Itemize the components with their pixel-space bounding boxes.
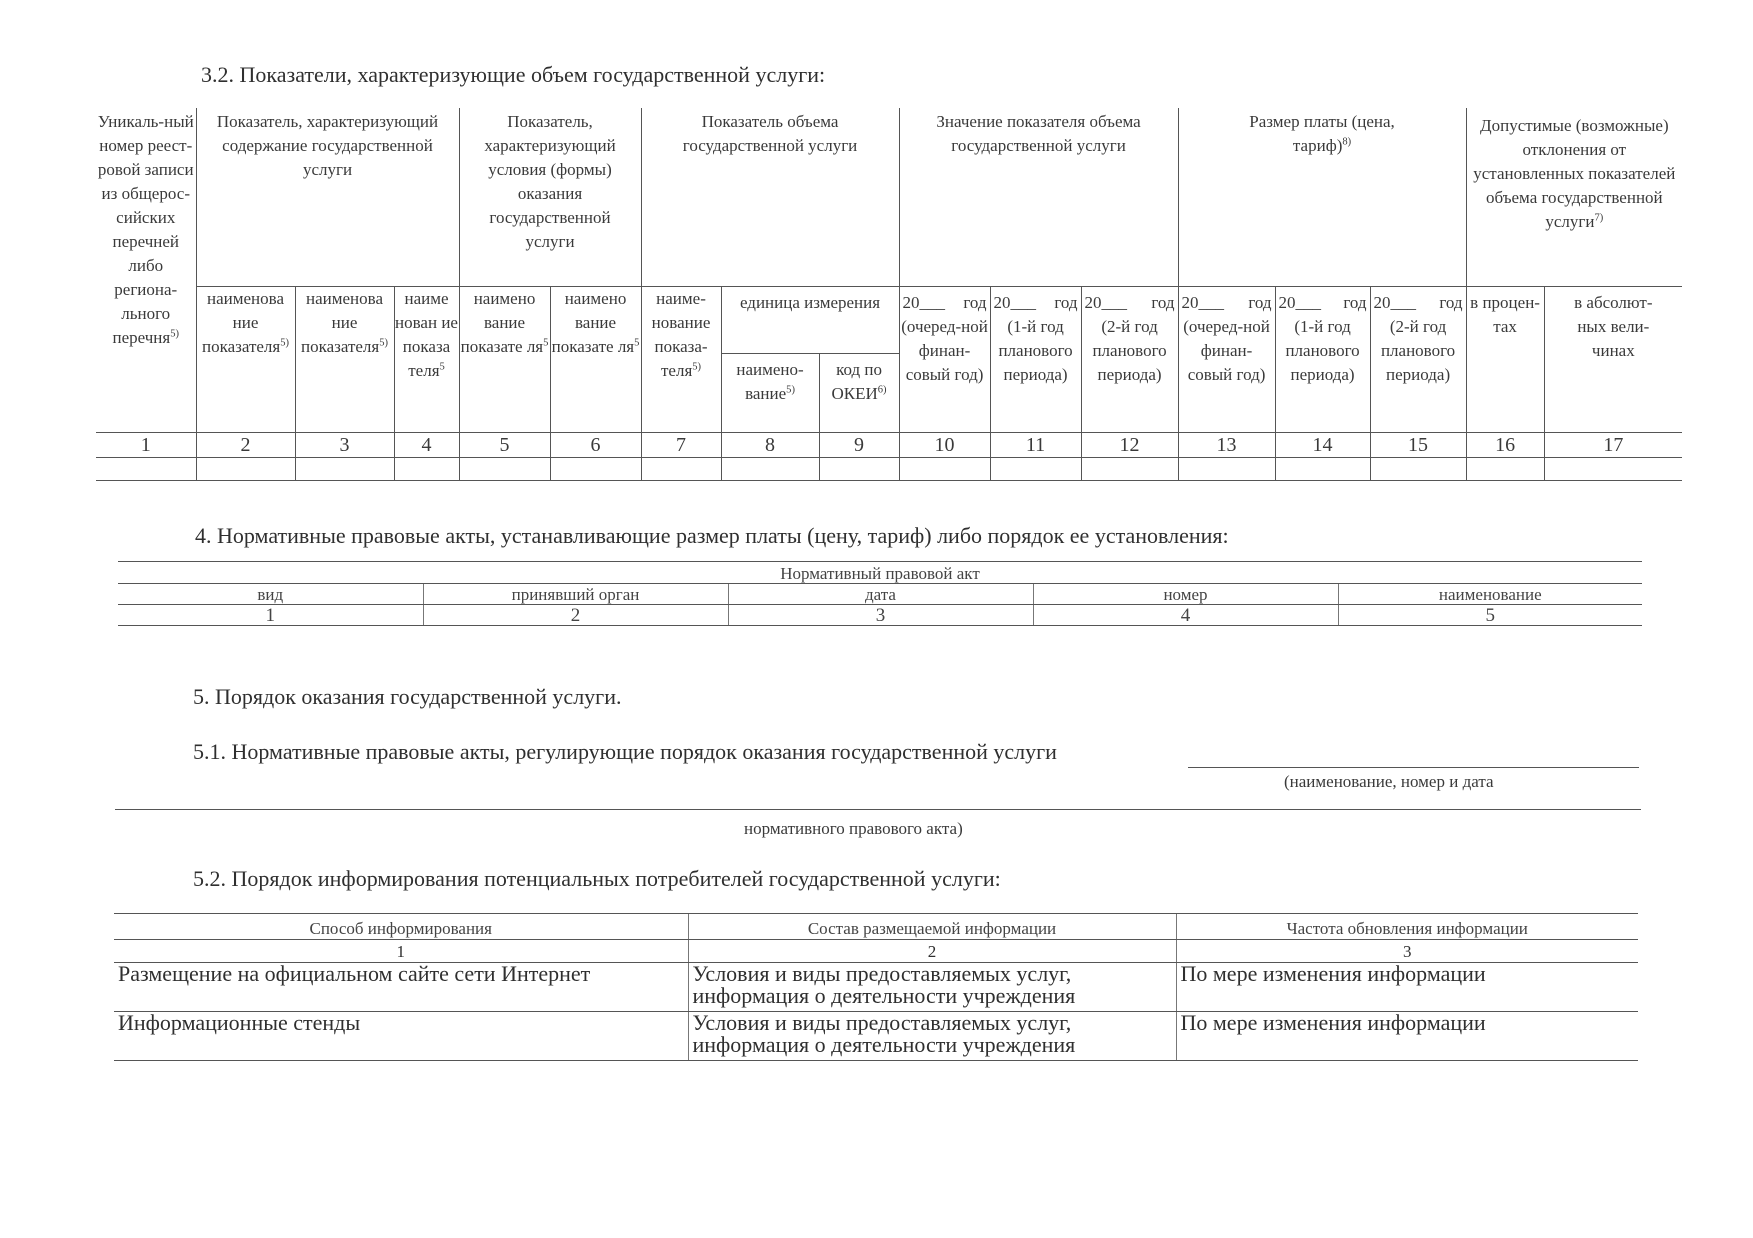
regulatory-act-span-header: Нормативный правовой акт [118, 562, 1642, 584]
deviation-percent-header: в процен-тах [1466, 287, 1544, 433]
value-year-plan1-header: 20___ год (1-й год планового периода) [990, 287, 1081, 433]
column-number: 5 [1338, 605, 1642, 626]
content-indicator-1-header: наименова ние показателя$^{5)}$ [196, 287, 295, 433]
conditions-indicator-2-header: наимено вание показате $ля^5$ [550, 287, 641, 433]
content-indicator-2-header: наименова ние показателя$^{5)}$ [295, 287, 394, 433]
column-number: 1 [114, 940, 688, 963]
act-number-header: номер [1033, 584, 1338, 605]
informing-content-cell: Условия и виды предоставляемых услуг, информация о деятельности учреждения [688, 963, 1176, 1012]
informing-frequency-cell: По мере изменения информации [1176, 963, 1638, 1012]
column-number: 10 [899, 433, 990, 458]
column-number: 16 [1466, 433, 1544, 458]
content-indicator-3-header: наиме нован ие показа теля$^5$ [394, 287, 459, 433]
column-number: 4 [394, 433, 459, 458]
column-number: 11 [990, 433, 1081, 458]
informing-frequency-cell: По мере изменения информации [1176, 1012, 1638, 1061]
section-5-1-label: 5.1. Нормативные правовые акты, регулирующие порядок оказания государственной услуги [193, 739, 1057, 764]
fee-year-plan2-header: 20___ год (2-й год планового периода) [1370, 287, 1466, 433]
volume-value-group-header: Значение показателя объема государственной услуги [899, 108, 1178, 287]
column-number: 3 [1176, 940, 1638, 963]
act-type-header: вид [118, 584, 423, 605]
column-number: 6 [550, 433, 641, 458]
column-number: 13 [1178, 433, 1275, 458]
column-number: 2 [196, 433, 295, 458]
value-year-current-header: 20___ год (очеред-ной финан-совый год) [899, 287, 990, 433]
volume-indicators-table [96, 108, 1682, 481]
unit-header: единица измерения [721, 287, 899, 354]
section-5-2-heading: 5.2. Порядок информирования потенциальных потребителей государственной услуги: [193, 866, 1001, 891]
deviation-group-header: Допустимые (возможные) отклонения от установленных показателей объема государственной услуги$^{7)}$ [1466, 108, 1682, 287]
section-5-1-fill-line [1188, 767, 1639, 768]
column-number: 7 [641, 433, 721, 458]
act-date-header: дата [728, 584, 1033, 605]
act-name-header: наименование [1338, 584, 1642, 605]
column-number: 17 [1544, 433, 1682, 458]
section-5-1-caption-1: (наименование, номер и дата [1284, 772, 1494, 791]
empty-data-row [96, 458, 1682, 481]
informing-method-cell: Информационные стенды [114, 1012, 688, 1061]
table-row [114, 963, 1638, 1012]
method-header: Способ информирования [114, 914, 688, 940]
unit-okei-header: код по ОКЕИ$^{6)}$ [819, 354, 899, 433]
section-5-1-caption-2: нормативного правового акта) [744, 819, 963, 838]
fee-year-plan1-header: 20___ год (1-й год планового периода) [1275, 287, 1370, 433]
column-number: 3 [728, 605, 1033, 626]
informing-method-cell: Размещение на официальном сайте сети Интернет [114, 963, 688, 1012]
conditions-indicator-1-header: наимено вание показате $ля^5$ [459, 287, 550, 433]
column-number: 12 [1081, 433, 1178, 458]
column-number: 2 [423, 605, 728, 626]
informing-procedure-table [114, 913, 1638, 1061]
volume-indicator-group-header: Показатель объема государственной услуги [641, 108, 899, 287]
content-header: Состав размещаемой информации [688, 914, 1176, 940]
column-number: 9 [819, 433, 899, 458]
column-number: 1 [118, 605, 423, 626]
unique-number-header: Уникаль-ный номер реест-ровой записи из общерос-сийских перечней либо регионa-льного перечня$^{5)}$ [96, 108, 196, 433]
informing-content-cell: Условия и виды предоставляемых услуг, информация о деятельности учреждения [688, 1012, 1176, 1061]
column-number: 2 [688, 940, 1176, 963]
section-4-heading: 4. Нормативные правовые акты, устанавливающие размер платы (цену, тариф) либо порядок ее установления: [195, 523, 1229, 548]
column-number: 8 [721, 433, 819, 458]
section-5-heading: 5. Порядок оказания государственной услуги. [193, 684, 622, 709]
volume-indicator-name-header: наиме-нование показа-теля$^{5)}$ [641, 287, 721, 433]
fee-group-header: Размер платы (цена, тариф)$^{8)}$ [1178, 108, 1466, 287]
act-authority-header: принявший орган [423, 584, 728, 605]
fee-regulatory-acts-table [118, 561, 1642, 626]
column-number: 3 [295, 433, 394, 458]
content-indicator-group-header: Показатель, характеризующий содержание государственной услуги [196, 108, 459, 287]
value-year-plan2-header: 20___ год (2-й год планового периода) [1081, 287, 1178, 433]
section-5-1-second-line [115, 809, 1641, 810]
frequency-header: Частота обновления информации [1176, 914, 1638, 940]
column-number: 15 [1370, 433, 1466, 458]
column-number: 1 [96, 433, 196, 458]
deviation-absolute-header: в абсолют-ных вели-чинах [1544, 287, 1682, 433]
table-row [114, 1012, 1638, 1061]
column-number: 14 [1275, 433, 1370, 458]
fee-year-current-header: 20___ год (очеред-ной финан-совый год) [1178, 287, 1275, 433]
column-number: 5 [459, 433, 550, 458]
column-number: 4 [1033, 605, 1338, 626]
conditions-indicator-group-header: Показатель, характеризующий условия (формы) оказания государственной услуги [459, 108, 641, 287]
unit-name-header: наимено-вание$^{5)}$ [721, 354, 819, 433]
section-3-2-heading: 3.2. Показатели, характеризующие объем государственной услуги: [201, 62, 826, 87]
